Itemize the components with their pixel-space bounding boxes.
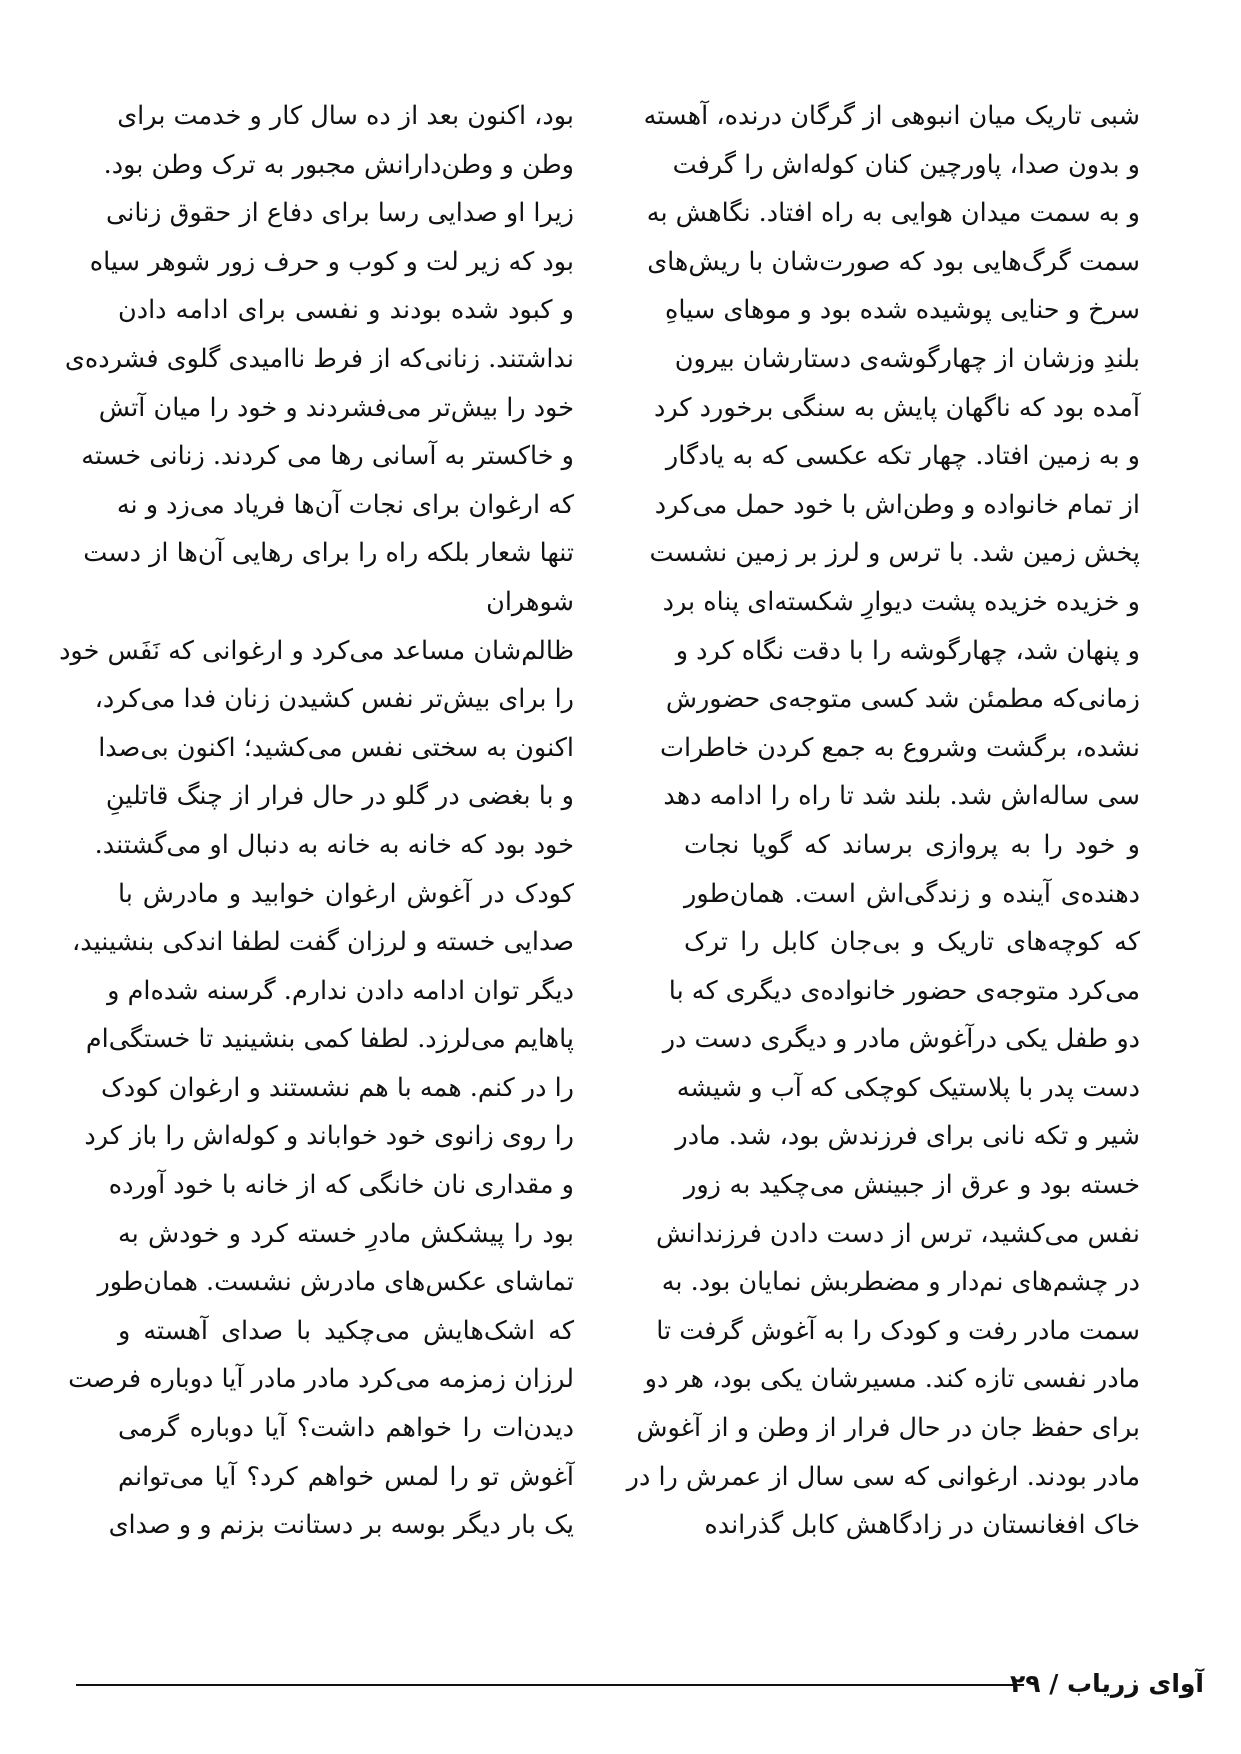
text-line: تنها شعار بلکه راه را برای رهایی آن‌ها از دست [83,538,574,569]
text-line: یک بار دیگر بوسه بر دستانت بزنم و و صدای [108,1510,574,1541]
text-line: بود را پیشکش مادرِ خسته کرد و خودش به [118,1218,574,1249]
text-line: دو طفل یکی درآغوش مادر و دیگری دست در [662,1024,1140,1055]
text-line: و خود را به پروازی برساند که گویا نجات [684,829,1140,860]
text-line: را در کنم. همه با هم نشستند و ارغوان کودک [101,1072,574,1103]
text-line: خود بود که خانه به خانه به دنبال او می‌گشتند. [94,829,574,860]
footer-page-label: آوای زریاب / ۲۹ [1009,1669,1204,1698]
text-line: وطن و وطن‌دارانش مجبور به ترک وطن بود. [103,149,574,180]
article-column-left [59,92,574,1550]
text-line: آمده بود که ناگهان پایش به سنگی برخورد کرد [653,392,1140,423]
text-line: مادر بودند. ارغوانی که سی سال از عمرش را در [626,1461,1140,1492]
text-line: نشده، برگشت وشروع به جمع کردن خاطرات [660,732,1140,763]
text-line: بلندِ وزشان از چهارگوشه‌ی دستارشان بیرون [674,343,1140,374]
text-line: تماشای عکس‌های مادرش نشست. همان‌طور [97,1267,574,1298]
text-line: خود را بیش‌تر می‌فشردند و خود را میان آتش [98,392,574,423]
text-line: اکنون به سختی نفس می‌کشید؛ اکنون بی‌صدا [98,732,574,763]
text-line: خاک افغانستان در زادگاهش کابل گذرانده [704,1510,1140,1541]
text-line: را روی زانوی خود خواباند و کوله‌اش را باز کرد [84,1121,574,1152]
text-line: صدایی خسته و لرزان گفت لطفا اندکی بنشینید، [71,927,574,958]
text-line: و کبود شده بودند و نفسی برای ادامه دادن [118,295,574,326]
text-line: شبی تاریک میان انبوهی از گرگان درنده، آهسته [643,101,1140,131]
text-line: دیگر توان ادامه دادن ندارم. گرسنه شده‌ام و [107,975,574,1006]
text-line: که اشک‌هایش می‌چکید با صدای آهسته و [118,1315,574,1346]
text-line: و خاکستر به آسانی رها می کردند. زنانی خسته [81,441,574,472]
text-line: بود، اکنون بعد از ده سال کار و خدمت برای [117,101,574,131]
text-line: زیرا او صدایی رسا برای دفاع از حقوق زنانی [105,198,574,229]
text-line: لرزان زمزمه می‌کرد مادر مادر آیا دوباره فرصت [68,1364,574,1395]
text-line: و به زمین افتاد. چهار تکه عکسی که به یادگار [665,441,1140,472]
text-line: شیر و تکه نانی برای فرزندش بود، شد. مادر [675,1121,1140,1152]
text-line: سمت گرگ‌هایی بود که صورت‌شان با ریش‌های [647,246,1140,277]
text-line: که ارغوان برای نجات آن‌ها فریاد می‌زد و نه [116,489,574,520]
text-line: و با بغضی در گلو در حال فرار از چنگ قاتلینِ [105,781,574,812]
text-line: دست پدر با پلاستیک کوچکی که آب و شیشه [676,1072,1140,1103]
text-line: بود که زیر لت و کوب و حرف زور شوهر سیاه [89,246,574,277]
text-line: که کوچه‌های تاریک و بی‌جان کابل را ترک [684,927,1140,958]
text-line: در چشم‌های نم‌دار و مضطربش نمایان بود. به [661,1267,1140,1298]
text-line: دهنده‌ی آینده و زندگی‌اش است. همان‌طور [684,878,1140,909]
article-column-right [626,92,1140,1550]
text-line: آغوش تو را لمس خواهم کرد؟ آیا می‌توانم [118,1461,574,1492]
text-line: دیدن‌ات را خواهم داشت؟ آیا دوباره گرمی [118,1413,574,1444]
text-line: سمت مادر رفت و کودک را به آغوش گرفت تا [656,1315,1140,1346]
text-line: سی ساله‌اش شد. بلند شد تا راه را ادامه دهد [663,781,1140,812]
text-line: ظالم‌شان مساعد می‌کرد و ارغوانی که نَفَس خود [59,635,574,666]
text-line: شوهران [486,586,574,617]
text-line: را برای بیش‌تر نفس کشیدن زنان فدا می‌کرد، [94,684,574,715]
text-line: کودک در آغوش ارغوان خوابید و مادرش با [118,878,574,909]
text-line: سرخ و حنایی پوشیده شده بود و موهای سیاهِ [665,295,1140,326]
text-line: و خزیده خزیده پشت دیوارِ شکسته‌ای پناه برد [662,586,1140,617]
text-line: و بدون صدا، پاورچین کنان کوله‌اش را گرفت [672,149,1140,180]
text-line: نداشتند. زنانی‌که از فرط ناامیدی گلوی فشرده‌ی [64,343,574,374]
text-line: و مقداری نان خانگی که از خانه با خود آورده [108,1170,574,1201]
text-line: و پنهان شد، چهارگوشه را با دقت نگاه کرد و [675,635,1140,666]
text-line: می‌کرد متوجه‌ی حضور خانواده‌ی دیگری که با [668,975,1140,1006]
text-line: برای حفظ جان در حال فرار از وطن و از آغوش [636,1413,1140,1444]
text-line: نفس می‌کشید، ترس از دست دادن فرزندانش [656,1218,1140,1249]
text-line: مادر نفسی تازه کند. مسیرشان یکی بود، هر دو [644,1364,1140,1395]
text-line: زمانی‌که مطمئن شد کسی متوجه‌ی حضورش [665,684,1140,715]
footer-rule [76,1684,1024,1686]
text-line: و به سمت میدان هوایی به راه افتاد. نگاهش به [646,198,1140,229]
text-line: پاهایم می‌لرزد. لطفا کمی بنشینید تا خستگی‌ام [85,1024,574,1055]
text-line: پخش زمین شد. با ترس و لرز بر زمین نشست [649,538,1140,569]
text-line: خسته بود و عرق از جبینش می‌چکید به زور [684,1170,1140,1201]
text-line: از تمام خانواده و وطن‌اش با خود حمل می‌کرد [654,489,1140,520]
